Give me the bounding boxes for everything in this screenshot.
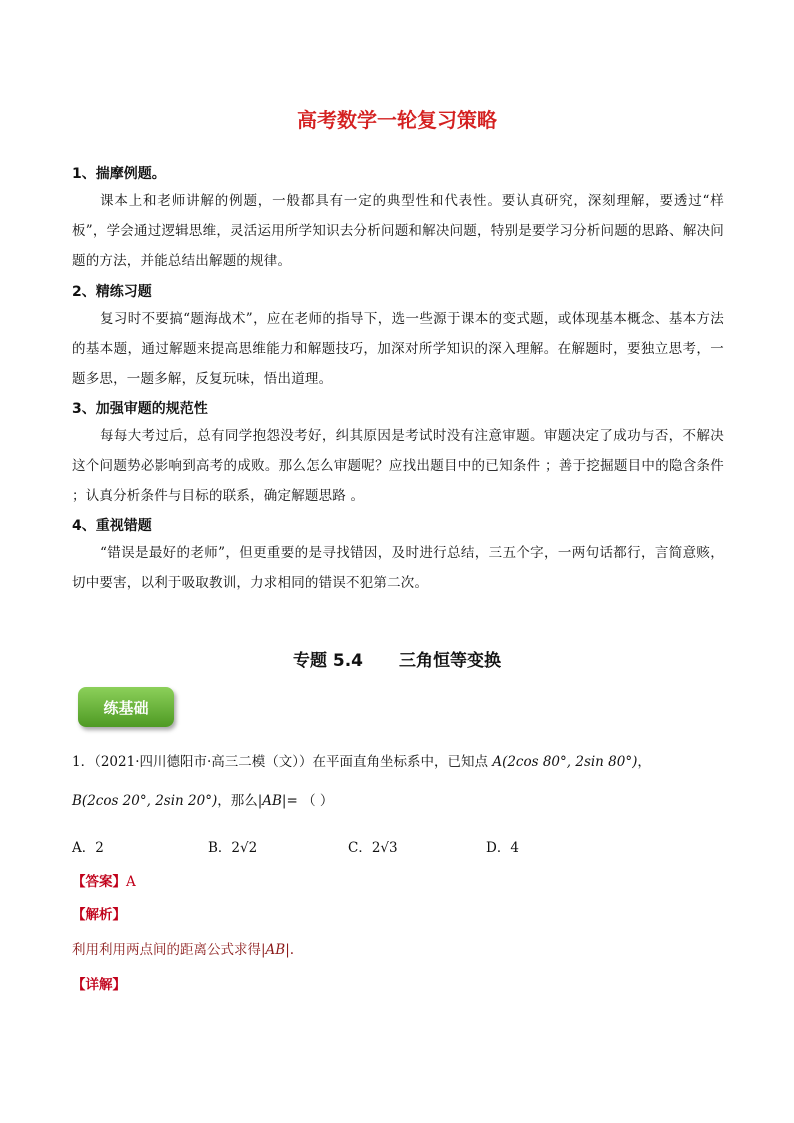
question-comma: ， [637, 754, 651, 770]
option-b-value: 2√2 [231, 840, 258, 856]
section-3-heading: 3、加强审题的规范性 [72, 401, 208, 417]
point-a: A(2cos 80°, 2sin 80°) [492, 754, 638, 770]
topic-title [0, 646, 794, 671]
detail-label: 【详解】 [72, 977, 126, 993]
option-c-label: C． [348, 840, 372, 856]
page-title: 高考数学一轮复习策略 [297, 108, 497, 132]
analysis-label: 【解析】 [72, 907, 126, 923]
abs-ab: |AB| [257, 793, 287, 809]
analysis-text-line [72, 940, 732, 960]
option-a [72, 836, 104, 856]
option-b-label: B． [208, 840, 232, 856]
option-a-value: 2 [95, 840, 104, 856]
option-b [208, 836, 257, 856]
topic-number: 专题 5.4 [292, 651, 364, 671]
point-b: B(2cos 20°, 2sin 20°) [72, 793, 218, 809]
section-2-heading: 2、精练习题 [72, 284, 152, 300]
question-suffix: = （ ） [286, 793, 334, 809]
answer-label: 【答案】 [72, 874, 126, 890]
question-prefix: 1．（2021·四川德阳市·高三二模（文））在平面直角坐标系中，已知点 [72, 754, 493, 770]
analysis-text: 利用利用两点间的距离公式求得 [72, 942, 261, 958]
section-4-text: “错误是最好的老师”，但更重要的是寻找错因，及时进行总结，三五个字，一两句话都行，言简意赅，切中要害，以利于吸取教训，力求相同的错误不犯第二次。 [72, 545, 724, 591]
option-c [348, 836, 398, 856]
section-3-text: 每每大考过后，总有同学抱怨没考好，纠其原因是考试时没有注意审题。审题决定了成功与否，不解决这个问题势必影响到高考的成败。那么怎么审题呢？应找出题目中的已知条件 ；善于挖掘题目中的隐含条件 ；认真分析条件与目标的联系，确定解题思路 。 [72, 428, 724, 504]
question-line-1 [72, 752, 732, 772]
section-2-text: 复习时不要搞“题海战术”，应在老师的指导下，选一些源于课本的变式题，或体现基本概念、基本方法的基本题，通过解题来提高思维能力和解题技巧，加深对所学知识的深入理解。在解题时，要独立思考，一题多思，一题多解，反复玩味，悟出道理。 [72, 311, 724, 387]
question-line-2 [72, 791, 732, 811]
analysis-end: . [289, 942, 295, 958]
question-middle: ，那么 [217, 793, 258, 809]
option-d-label: D． [486, 840, 511, 856]
option-a-label: A． [72, 840, 96, 856]
option-d-value: 4 [510, 840, 519, 856]
topic-name: 三角恒等变换 [399, 651, 502, 671]
option-c-value: 2√3 [371, 840, 398, 856]
practice-badge: 练基础 [78, 687, 174, 727]
answer-line [72, 872, 732, 892]
section-1-text: 课本上和老师讲解的例题，一般都具有一定的典型性和代表性。要认真研究，深刻理解，要透过“样板”，学会通过逻辑思维，灵活运用所学知识去分析问题和解决问题，特别是要学习分析问题的思路、解决问题的方法，并能总结出解题的规律。 [72, 193, 724, 269]
section-4-heading: 4、重视错题 [72, 518, 152, 534]
analysis-math: |AB| [261, 942, 290, 958]
option-d [486, 836, 519, 856]
section-1-heading: 1、揣摩例题。 [72, 166, 166, 182]
answer-value: A [126, 874, 136, 890]
